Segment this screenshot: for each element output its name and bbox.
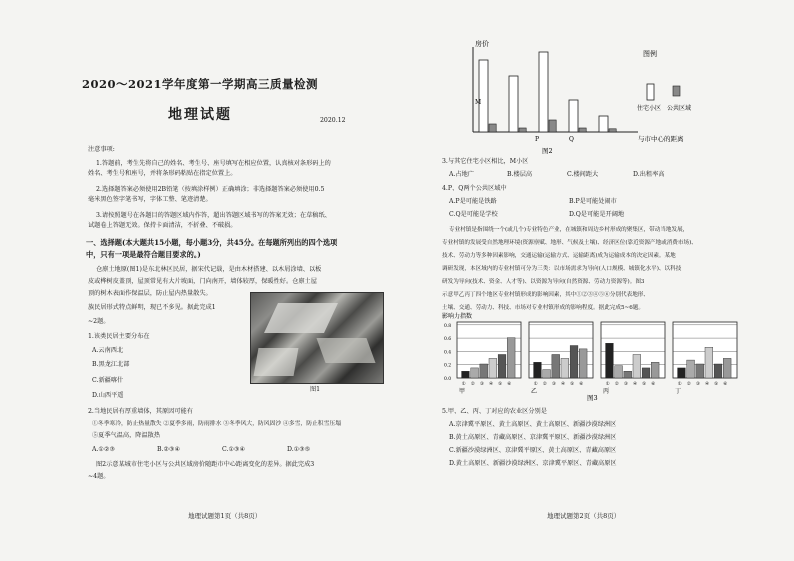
x-tick-label: ① [461,382,466,387]
bar-factor [498,354,506,378]
x-tick-label: ③ [695,382,700,387]
notice-line: 2.选择题答案必须使用2B铅笔（按填涂样例）正确填涂；非选择题答案必须使用0.5 [96,186,325,193]
bar-residential [599,116,608,132]
bar-factor [534,362,542,378]
passage-line: 土壤、交通、劳动力、科技、市场对专业村镇形成的影响程度。据此完成5~6题。 [442,305,644,311]
question-3-option-c[interactable]: C.楼间距大 [567,171,599,178]
group-label: 丁 [675,388,682,395]
intro-line: 仓廪土地原(图1)是东北林区民居，据宋代记载，是由木材搭建、以木屑涂墙、以板 [96,266,322,273]
question-4-option-d[interactable]: D.Q是可能是开阔地 [569,211,625,218]
bar-factor [462,371,470,378]
question-3-option-a[interactable]: A.占地广 [449,171,474,178]
page-footer: 地理试题第2页（共8页） [547,512,621,520]
x-tick-label: ⑤ [714,382,719,387]
figure-3-chart [437,312,757,404]
question-4-stem: 4.P、Q两个公共区域中 [442,185,507,192]
x-tick-label: ④ [561,382,566,387]
x-axis-label: 与市中心的距离 [638,135,684,143]
group-label: 乙 [531,388,538,395]
bar-factor [705,347,713,378]
passage-line: 专业村镇的发展受自然地理环境(资源禀赋、地形、气候及土壤)、经济区位(靠近资源产地或消费市场)、 [442,240,697,246]
x-tick-label: ② [470,382,475,387]
question-2-stem: 2.当地民居有厚重墙体，其原因可能有 [88,408,193,415]
question-3-option-d[interactable]: D.出租率高 [633,171,665,178]
question-3-intro: ~4题。 [88,473,110,480]
bar-factor [687,360,695,378]
x-tick-label: ④ [705,382,710,387]
x-tick-label: ① [605,382,610,387]
x-tick-label: ② [614,382,619,387]
group-label: 丙 [603,388,610,395]
bar-factor [579,349,587,378]
bar-residential [509,76,518,132]
mark-label: Q [569,136,574,143]
x-tick-label: ⑤ [570,382,575,387]
bar-factor [615,366,623,378]
question-1-stem: 1.该类民居主要分布在 [88,333,150,340]
section-heading: 一、选择题(本大题共15小题，每小题3分，共45分。在每题所列出的四个选项 [86,238,338,247]
chart-caption: 图2 [542,147,553,155]
y-tick-label: 0.6 [444,337,452,343]
bar-factor [561,358,569,378]
x-tick-label: ④ [633,382,638,387]
bar-factor [471,368,479,378]
question-1-option-b[interactable]: B.黑龙江北部 [92,361,130,368]
bar-residential [479,60,488,132]
question-5-option-b[interactable]: B.黄土高原区、青藏高原区、京津冀平原区、新疆沙漠绿洲区 [449,434,617,441]
bar-factor [606,343,614,378]
bar-residential [539,52,548,132]
question-4-option-c[interactable]: C.Q是可能是学校 [449,211,498,218]
x-tick-label: ② [686,382,691,387]
bar-factor [570,346,578,378]
x-tick-label: ③ [551,382,556,387]
question-2-option-c[interactable]: C.①③④ [222,446,246,453]
bar-factor [507,338,515,378]
figure-2-chart [465,40,695,155]
passage-line: 调研发现，本区域内的专业村镇可分为三类：以市场需求为导向(人口规模、城镇化水平)、以科技 [442,266,682,272]
bar-factor [624,371,632,378]
bar-factor [489,358,497,378]
x-tick-label: ⑥ [579,382,584,387]
question-3-option-b[interactable]: B.楼层高 [507,171,533,178]
intro-line: 顶的树木表面作保温层，防止屋内热量散失。 [88,290,212,297]
chart-caption: 图3 [587,394,598,402]
question-2-line: ①冬季寒冷，防止热量散失 ②夏季多雨，防雨排水 ③冬季风大，防风固沙 ④多雪，防止积雪压塌 [92,421,341,427]
group-label: 甲 [459,388,466,395]
x-tick-label: ⑥ [651,382,656,387]
question-4-option-a[interactable]: A.P是可能是铁路 [449,198,497,205]
mark-label: P [535,136,540,143]
passage-line: 研发为导向(技术、资金、人才等)、以资源为导向(自然资源、劳动力资源等)。图3 [442,279,645,285]
question-1-option-a[interactable]: A.云南西北 [92,347,124,354]
y-tick-label: 0.0 [444,377,452,382]
question-5-stem: 5.甲、乙、丙、丁对应的农业区分别是 [442,408,547,415]
bar-factor [642,368,650,378]
y-tick-label: 0.4 [444,350,452,356]
question-2-option-d[interactable]: D.①③⑤ [287,446,311,453]
page-2 [397,0,794,561]
x-tick-label: ④ [489,382,494,387]
intro-line: 族民居形式特点鲜明，现已不多见。据此完成1 [88,304,216,311]
intro-line: ~2题。 [88,318,110,325]
question-2-line: ⑤夏季气温高，降温散热 [92,432,161,439]
passage-line: 技术、劳动力等多种因素影响，交通运输(运输方式、运输距离)成为运输成本的决定因素。某地 [442,253,676,259]
question-1-option-d[interactable]: D.山西平遥 [92,392,124,399]
bar-public [489,124,496,132]
x-tick-label: ⑤ [642,382,647,387]
x-tick-label: ⑥ [723,382,728,387]
exam-subject: 地理试题 [168,107,232,123]
question-1-option-c[interactable]: C.新疆喀什 [92,377,124,384]
y-tick-label: 0.8 [444,323,452,329]
figure-1-caption: 图1 [310,386,321,393]
notice-heading: 注意事项: [88,146,115,153]
bar-factor [696,364,704,378]
passage-line: 示意甲乙丙丁四个地区专业村镇形成的影响因素，其中①②③④⑤⑥分别代表地形、 [442,292,649,298]
notice-line: 1.答题前，考生先将自己的姓名、考生号、座号填写在相应位置，认真核对条形码上的 [96,160,331,167]
exam-date: 2020.12 [320,117,346,124]
bar-residential [569,100,578,132]
x-tick-label: ① [677,382,682,387]
x-tick-label: ② [542,382,547,387]
notice-line: 姓名、考生号和座号，并将条形码粘贴在指定位置上。 [88,170,237,177]
question-3-intro: 图2示意某城市住宅小区与公共区域房价随距市中心距离变化的差异。据此完成3 [96,461,315,468]
bar-public [519,128,526,132]
bar-factor [723,358,731,378]
question-3-stem: 3.与其它住宅小区相比，M小区 [442,158,529,165]
bar-public [549,120,556,132]
question-2-option-b[interactable]: B.②③④ [157,446,181,453]
legend-swatch-residential [647,84,654,100]
legend-title: 图例 [643,50,657,58]
notice-line: 试题卷上答题无效。保持卡面清洁，不折叠、不破损。 [88,222,237,229]
legend-label: 住宅小区 [637,105,662,112]
notice-line: 3.请按照题号在各题目的答题区域内作答，超出答题区域书写的答案无效；在草稿纸、 [96,212,331,219]
question-5-option-d[interactable]: D.黄土高原区、新疆沙漠绿洲区、京津冀平原区、青藏高原区 [449,460,617,467]
x-tick-label: ① [533,382,538,387]
y-tick-label: 0.2 [444,363,452,369]
legend-swatch-public [673,86,680,96]
bar-public [579,128,586,132]
x-tick-label: ⑤ [498,382,503,387]
question-5-option-a[interactable]: A.京津冀平原区、黄土高原区、黄土高原区、新疆沙漠绿洲区 [449,421,617,428]
exam-title: 2020～2021学年度第一学期高三质量检测 [82,77,319,91]
figure-1-photo [250,292,384,384]
x-tick-label: ③ [479,382,484,387]
mark-label: M [475,99,482,106]
bar-factor [633,354,641,378]
page-footer: 地理试题第1页（共8页） [188,512,262,520]
notice-line: 毫米黑色签字笔书写，字体工整、笔迹清楚。 [88,196,212,203]
intro-line: 皮或桦树皮盖顶，屋顶常见有大片坡面，门向南开，墙体较厚，保暖性好。仓廪土屋 [88,278,317,285]
bar-factor [714,364,722,378]
bar-factor [552,354,560,378]
section-heading: 中，只有一项是最符合题目要求的。) [86,250,201,259]
question-2-option-a[interactable]: A.①②③ [92,446,116,453]
bar-factor [480,364,488,378]
bar-factor [651,362,659,378]
y-axis-label: 影响力指数 [442,313,473,320]
passage-line: 专业村镇是指围绕一个(或几个)专业特色产业，在城镇和周边乡村形成的聚集区，带动当地发展， [449,227,689,233]
bar-factor [678,368,686,378]
y-axis-label: 房价 [475,40,489,48]
bar-public [609,129,616,132]
x-tick-label: ③ [623,382,628,387]
legend-label: 公共区域 [667,105,692,112]
question-5-option-c[interactable]: C.新疆沙漠绿洲区、京津冀平原区、黄土高原区、青藏高原区 [449,447,617,454]
bar-factor [543,370,551,378]
x-tick-label: ⑥ [507,382,512,387]
question-4-option-b[interactable]: B.P是可能处闹市 [569,198,617,205]
